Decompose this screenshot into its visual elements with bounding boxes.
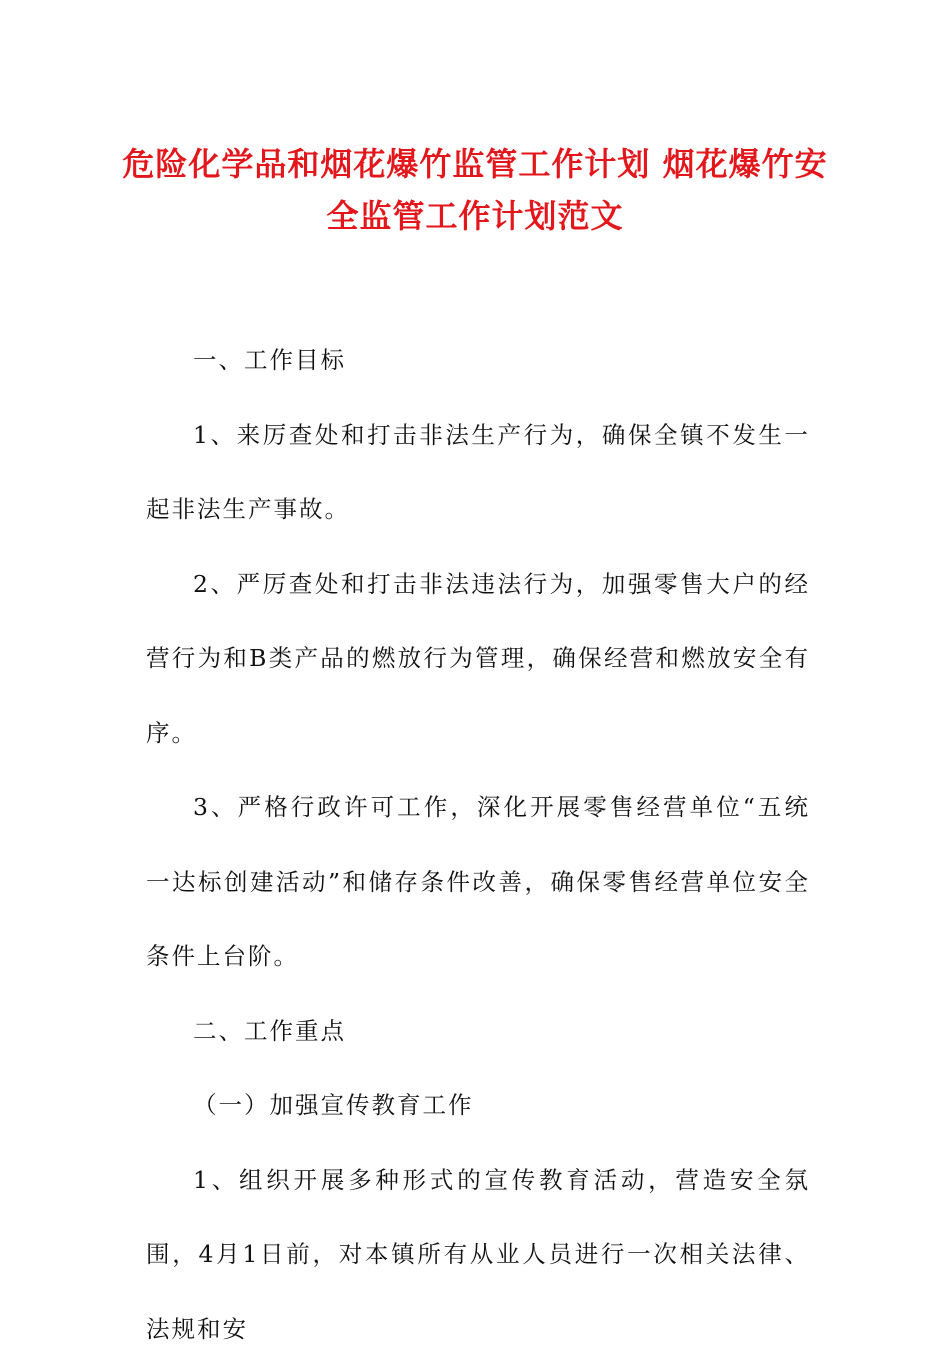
section-heading-goals: 一、工作目标 xyxy=(146,323,810,398)
paragraph-publicity-1: 1、组织开展多种形式的宣传教育活动，营造安全氛围，4月1日前，对本镇所有从业人员进行一次相关法律、法规和安 xyxy=(146,1143,810,1366)
paragraph-goal-1: 1、来厉查处和打击非法生产行为，确保全镇不发生一起非法生产事故。 xyxy=(146,398,810,547)
section-heading-focus: 二、工作重点 xyxy=(146,994,810,1069)
paragraph-goal-2: 2、严厉查处和打击非法违法行为，加强零售大户的经营行为和B类产品的燃放行为管理，确保经营和燃放安全有序。 xyxy=(146,547,810,771)
subsection-heading-publicity: （一）加强宣传教育工作 xyxy=(146,1068,810,1143)
document-body xyxy=(146,323,810,1366)
document-title: 危险化学品和烟花爆竹监管工作计划 烟花爆竹安全监管工作计划范文 xyxy=(120,138,830,242)
paragraph-goal-3: 3、严格行政许可工作，深化开展零售经营单位“五统一达标创建活动”和储存条件改善，确保零售经营单位安全条件上台阶。 xyxy=(146,770,810,994)
